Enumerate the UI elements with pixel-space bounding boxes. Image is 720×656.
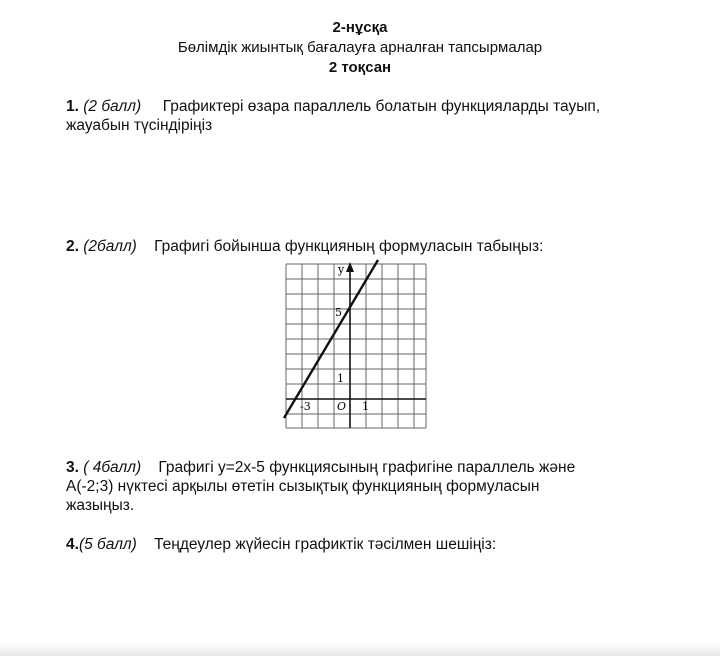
question-points: ( 4балл) xyxy=(83,459,142,476)
tick-label-x1: 1 xyxy=(362,400,369,413)
function-graph xyxy=(282,258,428,430)
tick-label-1: 1 xyxy=(337,372,344,385)
origin-label: O xyxy=(337,400,347,413)
worksheet-header xyxy=(0,18,720,78)
question-points: (2балл) xyxy=(83,238,137,255)
question-number: 1. xyxy=(66,98,79,115)
page-bottom-shadow xyxy=(0,643,720,656)
variant-title: 2-нұсқа xyxy=(332,19,388,36)
question-points: (5 балл) xyxy=(78,536,137,553)
question-1 xyxy=(66,97,666,135)
tick-label-neg3: -3 xyxy=(300,400,311,413)
question-3 xyxy=(66,458,666,515)
question-4 xyxy=(66,535,666,554)
question-text-line2: А(-2;3) нүктесі арқылы өтетін сызықтық функцияның формуласын xyxy=(66,478,540,495)
question-number: 2. xyxy=(66,238,79,255)
question-text: Графигі у=2х-5 функциясының графигіне параллель және xyxy=(158,459,576,476)
question-text: Графигі бойынша функцияның формуласын табыңыз: xyxy=(154,238,544,255)
question-points: (2 балл) xyxy=(83,98,142,115)
graph-svg xyxy=(282,258,428,430)
question-text: Графиктері өзара параллель болатын функцияларды тауып, xyxy=(162,98,601,115)
question-number: 4. xyxy=(66,536,79,553)
assessment-subtitle: Бөлімдік жиынтық бағалауға арналған тапсырмалар xyxy=(177,39,543,56)
question-text-line2: жауабын түсіндіріңіз xyxy=(66,117,213,134)
question-number: 3. xyxy=(66,459,79,476)
y-axis-label: y xyxy=(338,263,345,276)
question-text-line3: жазыңыз. xyxy=(66,497,135,514)
tick-label-5: 5 xyxy=(335,306,342,319)
question-2 xyxy=(66,237,666,256)
quarter-title: 2 тоқсан xyxy=(328,59,392,76)
question-text: Теңдеулер жүйесін графиктік тәсілмен шешіңіз: xyxy=(154,536,497,553)
